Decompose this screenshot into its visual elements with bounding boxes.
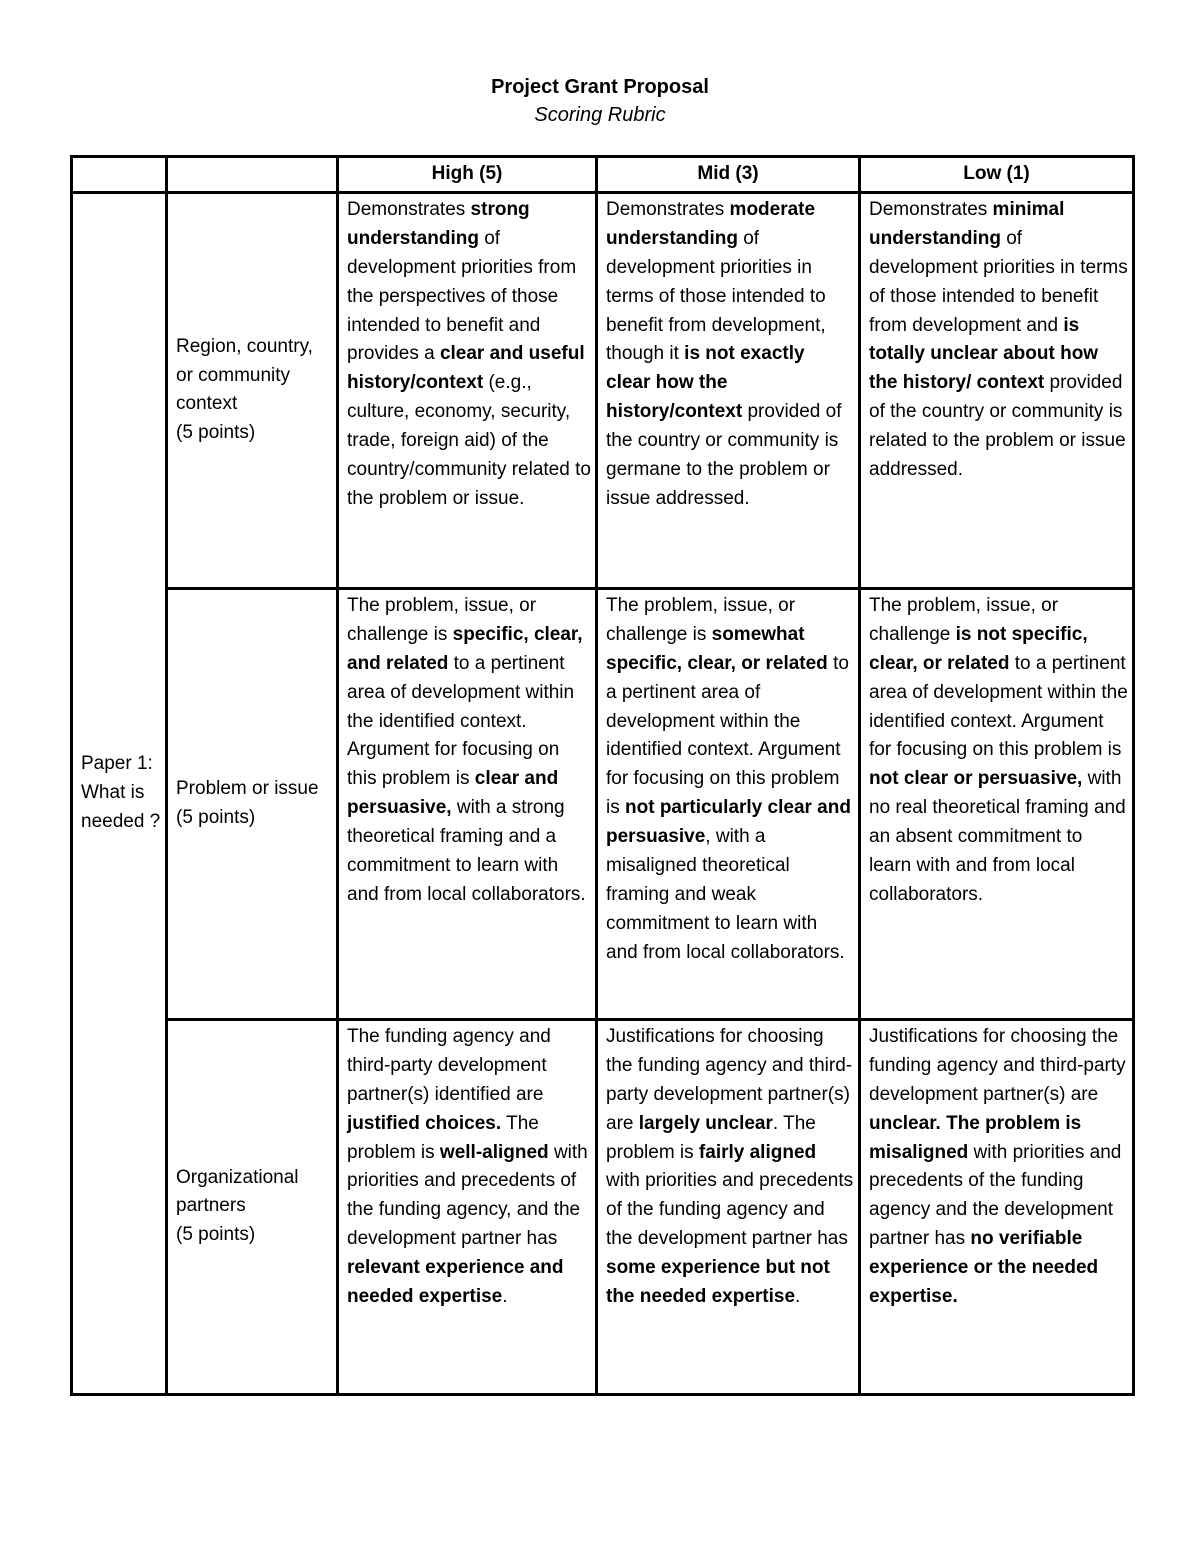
descriptor-text: . bbox=[502, 1286, 508, 1308]
descriptor-text: The problem, issue, or challenge is bbox=[347, 594, 537, 645]
criterion-points: (5 points) bbox=[176, 422, 256, 444]
level-header-high: High (5) bbox=[338, 157, 597, 193]
header-blank-cell bbox=[72, 157, 167, 193]
emphasis-text: moderate understanding bbox=[606, 198, 816, 249]
emphasis-text: clear and persuasive, bbox=[347, 768, 559, 819]
document-title: Project Grant Proposal bbox=[491, 76, 709, 98]
emphasis-text: largely unclear bbox=[638, 1112, 773, 1134]
descriptor-text: of development priorities in terms of those intended to benefit from development, though it bbox=[606, 227, 826, 365]
header-blank-cell bbox=[167, 157, 338, 193]
table-row bbox=[72, 192, 1134, 588]
emphasis-text: not particularly clear and persuasive bbox=[606, 797, 851, 848]
emphasis-text: not clear or persuasive, bbox=[869, 768, 1083, 790]
table-row bbox=[72, 1019, 1134, 1394]
descriptor-text: (e.g., culture, economy, security, trade, foreign aid) of the country/community related to the problem or issue. bbox=[347, 372, 591, 509]
descriptor-text: provided of the country or community is germane to the problem or issue addressed. bbox=[606, 401, 842, 509]
document-subtitle: Scoring Rubric bbox=[534, 104, 666, 126]
criterion-cell bbox=[167, 192, 338, 588]
descriptor-text: Demonstrates bbox=[347, 198, 471, 220]
criterion-cell bbox=[167, 1019, 338, 1394]
emphasis-text: somewhat specific, clear, or related bbox=[606, 623, 828, 674]
descriptor-high bbox=[338, 1019, 597, 1394]
descriptor-text: to a pertinent area of development within the identified context. Argument for focusing on this problem is bbox=[347, 652, 575, 790]
criterion-name: Organizational partners bbox=[176, 1166, 299, 1217]
descriptor-low bbox=[860, 588, 1134, 1019]
scoring-rubric-table bbox=[70, 155, 1135, 1396]
emphasis-text: justified choices. bbox=[347, 1112, 502, 1134]
descriptor-text: , with a misaligned theoretical framing and weak commitment to learn with and from local collaborators. bbox=[606, 826, 845, 963]
header-row bbox=[72, 157, 1134, 193]
emphasis-text: clear and useful history/context bbox=[347, 343, 585, 394]
emphasis-text: strong understanding bbox=[347, 198, 530, 249]
criterion-points: (5 points) bbox=[176, 1224, 256, 1246]
emphasis-text: well-aligned bbox=[439, 1141, 549, 1163]
descriptor-text: provided of the country or community is related to the problem or issue addressed. bbox=[869, 372, 1126, 481]
emphasis-text: unclear. The problem is misaligned bbox=[869, 1112, 1082, 1163]
level-header-low: Low (1) bbox=[860, 157, 1134, 193]
descriptor-text: Justifications for choosing the funding agency and third-party development partner(s) are bbox=[606, 1025, 853, 1134]
table-row bbox=[72, 588, 1134, 1019]
level-header-mid: Mid (3) bbox=[597, 157, 860, 193]
descriptor-text: The problem is bbox=[347, 1112, 539, 1163]
descriptor-text: The funding agency and third-party development partner(s) identified are bbox=[347, 1025, 551, 1105]
descriptor-text: Demonstrates bbox=[606, 198, 730, 220]
descriptor-text: with priorities and precedents of the funding agency and the development partner has bbox=[869, 1141, 1122, 1250]
descriptor-text: The problem, issue, or challenge bbox=[869, 594, 1059, 645]
descriptor-text: with priorities and precedents of the funding agency and the development partner has bbox=[606, 1170, 854, 1250]
criterion-name: Region, country, or community context bbox=[176, 335, 313, 415]
descriptor-mid bbox=[597, 192, 860, 588]
descriptor-high bbox=[338, 588, 597, 1019]
criterion-name: Problem or issue bbox=[176, 778, 319, 799]
emphasis-text: minimal understanding bbox=[869, 198, 1065, 249]
descriptor-text: with a strong theoretical framing and a commitment to learn with and from local collaborators. bbox=[347, 797, 586, 905]
emphasis-text: is totally unclear about how the history/ context bbox=[869, 314, 1099, 394]
descriptor-text: of development priorities from the perspectives of those intended to benefit and provides a bbox=[347, 227, 577, 365]
emphasis-text: relevant experience and needed expertise bbox=[347, 1257, 564, 1308]
descriptor-text: Justifications for choosing the funding agency and third-party development partner(s) are bbox=[869, 1025, 1126, 1105]
emphasis-text: specific, clear, and related bbox=[347, 623, 583, 674]
emphasis-text: fairly aligned bbox=[698, 1141, 817, 1163]
descriptor-text: The problem, issue, or challenge is bbox=[606, 594, 796, 645]
descriptor-low bbox=[860, 1019, 1134, 1394]
descriptor-text: with no real theoretical framing and an absent commitment to learn with and from local collaborators. bbox=[869, 768, 1126, 905]
emphasis-text: is not exactly clear how the history/context bbox=[606, 343, 805, 423]
descriptor-text: with priorities and precedents of the funding agency, and the development partner has bbox=[347, 1141, 588, 1250]
descriptor-text: Demonstrates bbox=[869, 198, 993, 220]
criterion-cell bbox=[167, 588, 338, 1019]
criterion-points: (5 points) bbox=[176, 806, 256, 828]
descriptor-mid bbox=[597, 588, 860, 1019]
descriptor-mid bbox=[597, 1019, 860, 1394]
paper-label: Paper 1: What is needed ? bbox=[72, 192, 167, 1394]
descriptor-high bbox=[338, 192, 597, 588]
descriptor-text: to a pertinent area of development within the identified context. Argument for focusing on this problem is bbox=[869, 652, 1128, 761]
descriptor-text: to a pertinent area of development within the identified context. Argument for focusing on this problem is bbox=[606, 652, 849, 819]
descriptor-low bbox=[860, 192, 1134, 588]
descriptor-text: of development priorities in terms of those intended to benefit from development and bbox=[869, 227, 1128, 336]
emphasis-text: no verifiable experience or the needed expertise. bbox=[869, 1228, 1099, 1308]
descriptor-text: . bbox=[795, 1286, 801, 1308]
emphasis-text: some experience but not the needed expertise bbox=[606, 1257, 830, 1308]
emphasis-text: is not specific, clear, or related bbox=[869, 623, 1088, 674]
descriptor-text: . The problem is bbox=[606, 1112, 816, 1163]
